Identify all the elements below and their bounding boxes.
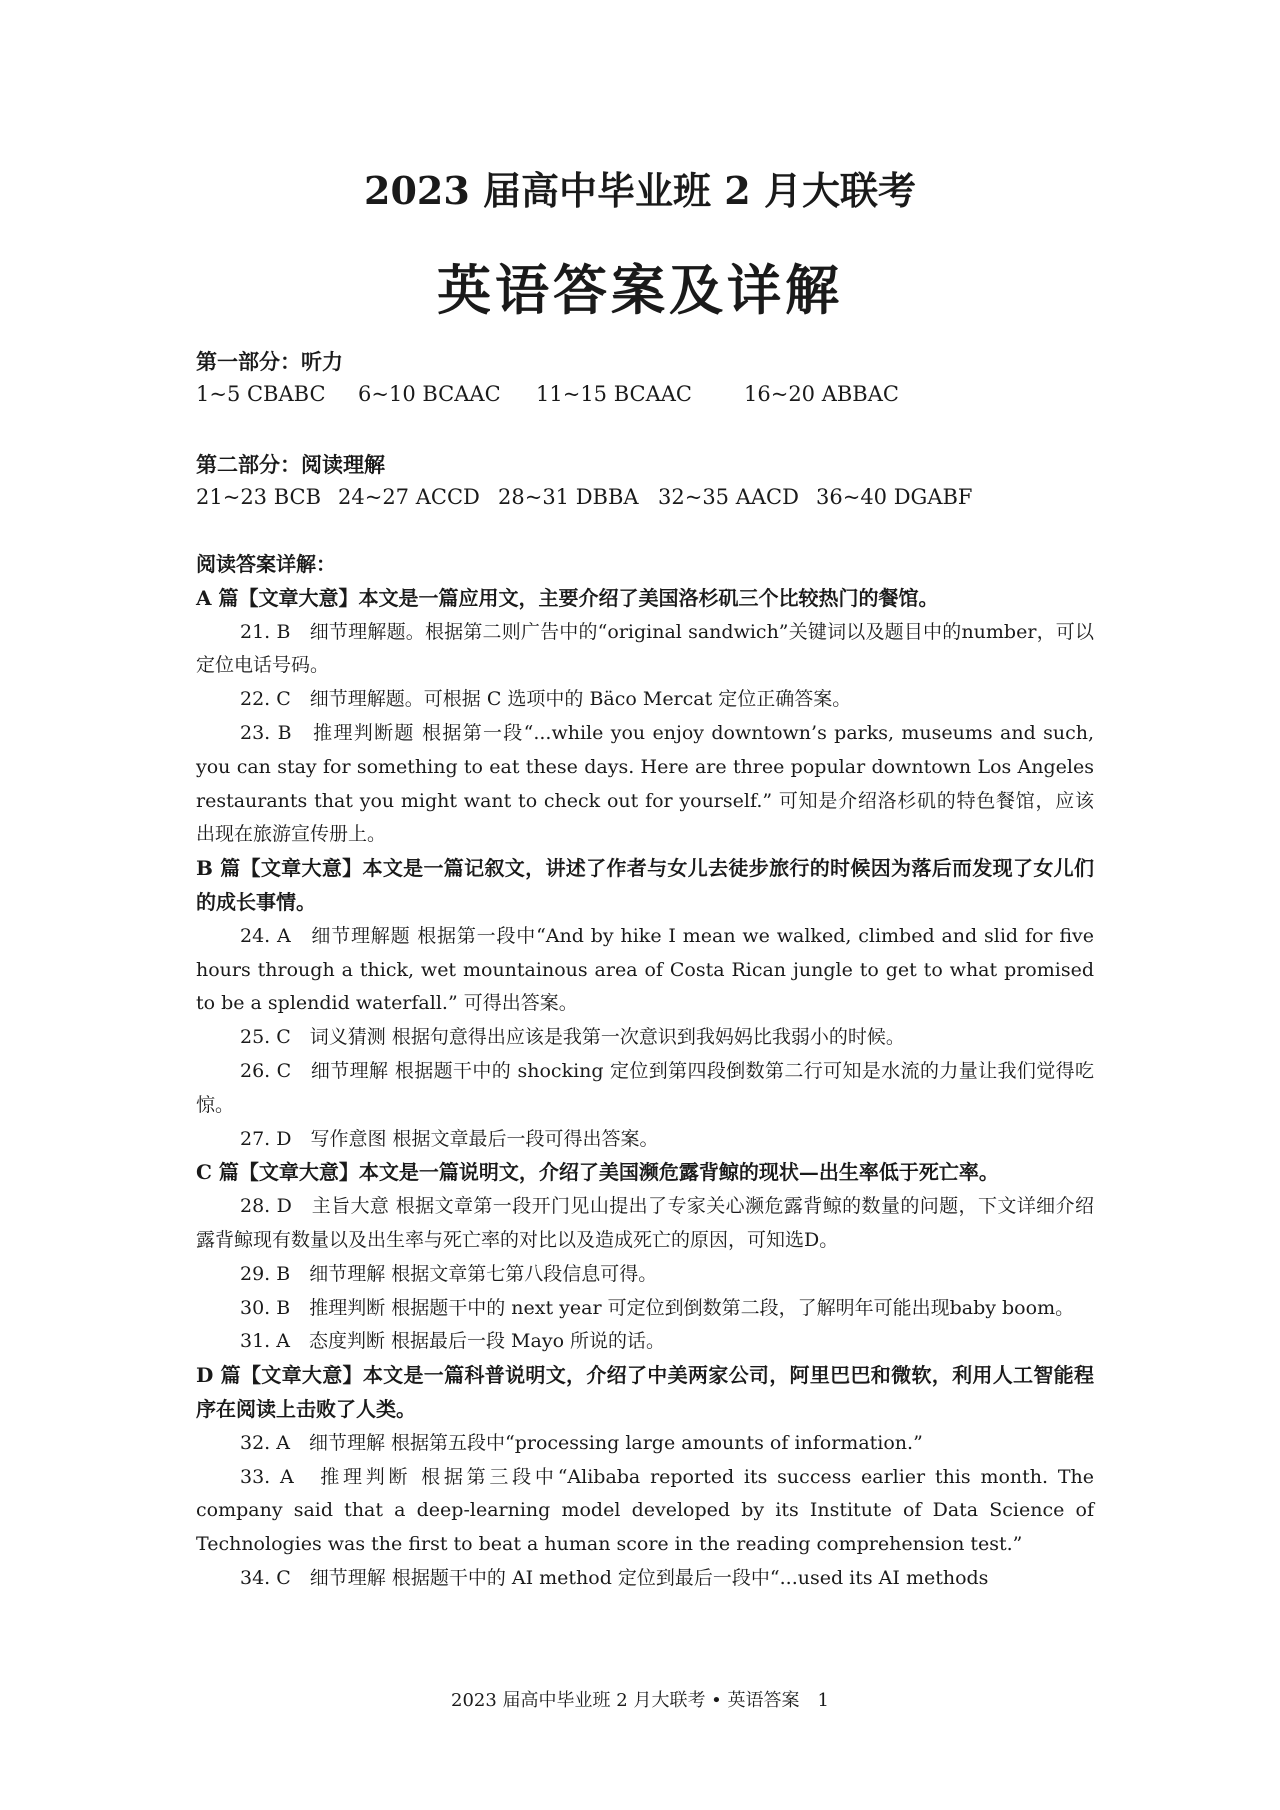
explanation-item: 33. A 推理判断 根据第三段中“Alibaba reported its success earlier this month. The company said that a deep-learning model developed by its Institute of Data Science of Technologies was the first to beat a human score in the reading comprehension test.” <box>196 1465 1094 1556</box>
answer-group: 6~10 BCAAC <box>358 382 501 406</box>
explanations-heading: 阅读答案详解： <box>196 552 336 576</box>
passage-b-summary: B 篇【文章大意】本文是一篇记叙文，讲述了作者与女儿去徒步旅行的时候因为落后而发现了女儿们的成长事情。 <box>196 856 1094 914</box>
answer-key-title: 英语答案及详解 <box>437 258 843 322</box>
explanation-item: 34. C 细节理解 根据题干中的 AI method 定位到最后一段中“...used its AI methods <box>240 1566 989 1589</box>
explanation-item: 30. B 推理判断 根据题干中的 next year 可定位到倒数第二段，了解明年可能出现baby boom。 <box>240 1296 1075 1319</box>
answer-group: 21~23 BCB <box>196 485 322 509</box>
answer-group: 16~20 ABBAC <box>744 382 899 406</box>
explanation-item: 31. A 态度判断 根据最后一段 Mayo 所说的话。 <box>240 1330 666 1353</box>
explanation-item: 24. A 细节理解题 根据第一段中“And by hike I mean we walked, climbed and slid for five hours through a thick, wet mountainous area of Costa Rican jungle to get to what promised to be a splendid waterfall.” 可得出答案。 <box>196 924 1094 1015</box>
answer-group: 36~40 DGABF <box>816 485 973 509</box>
answer-group: 24~27 ACCD <box>338 485 480 509</box>
passage-c-summary: C 篇【文章大意】本文是一篇说明文，介绍了美国濒危露背鲸的现状—出生率低于死亡率。 <box>196 1160 999 1185</box>
answer-group: 32~35 AACD <box>658 485 799 509</box>
explanations-body <box>196 548 1094 1596</box>
explanation-item: 21. B 细节理解题。根据第二则广告中的“original sandwich”关键词以及题目中的number，可以定位电话号码。 <box>196 620 1094 677</box>
explanation-item: 26. C 细节理解 根据题干中的 shocking 定位到第四段倒数第二行可知是水流的力量让我们觉得吃惊。 <box>196 1059 1094 1116</box>
passage-a-summary: A 篇【文章大意】本文是一篇应用文，主要介绍了美国洛杉矶三个比较热门的餐馆。 <box>196 585 939 610</box>
passage-d-summary: D 篇【文章大意】本文是一篇科普说明文，介绍了中美两家公司，阿里巴巴和微软，利用人工智能程序在阅读上击败了人类。 <box>196 1363 1094 1421</box>
explanation-item: 32. A 细节理解 根据第五段中“processing large amounts of information.” <box>240 1431 923 1454</box>
explanation-item: 29. B 细节理解 根据文章第七第八段信息可得。 <box>240 1262 658 1285</box>
page-footer: 2023 届高中毕业班 2 月大联考 • 英语答案 1 <box>451 1690 829 1711</box>
explanation-item: 22. C 细节理解题。可根据 C 选项中的 Bäco Mercat 定位正确答案。 <box>240 688 852 711</box>
explanation-item: 25. C 词义猜测 根据句意得出应该是我第一次意识到我妈妈比我弱小的时候。 <box>240 1026 905 1049</box>
answer-group: 28~31 DBBA <box>498 485 639 509</box>
part2-heading: 第二部分：阅读理解 <box>196 452 385 477</box>
part1-heading: 第一部分：听力 <box>196 349 343 374</box>
answer-group: 1~5 CBABC <box>196 382 326 406</box>
exam-title: 2023 届高中毕业班 2 月大联考 <box>364 168 916 213</box>
explanation-item: 23. B 推理判断题 根据第一段“...while you enjoy downtown’s parks, museums and such, you can stay for something to eat these days. Here are three popular downtown Los Angeles restaurants that you might want to check out for yourself.” 可知是介绍洛杉矶的特色餐馆，应该出现在旅游宣传册上。 <box>196 721 1094 846</box>
explanation-item: 28. D 主旨大意 根据文章第一段开门见山提出了专家关心濒危露背鲸的数量的问题，下文详细介绍露背鲸现有数量以及出生率与死亡率的对比以及造成死亡的原因，可知选D。 <box>196 1195 1094 1251</box>
explanation-item: 27. D 写作意图 根据文章最后一段可得出答案。 <box>240 1127 659 1150</box>
answer-group: 11~15 BCAAC <box>536 382 693 406</box>
